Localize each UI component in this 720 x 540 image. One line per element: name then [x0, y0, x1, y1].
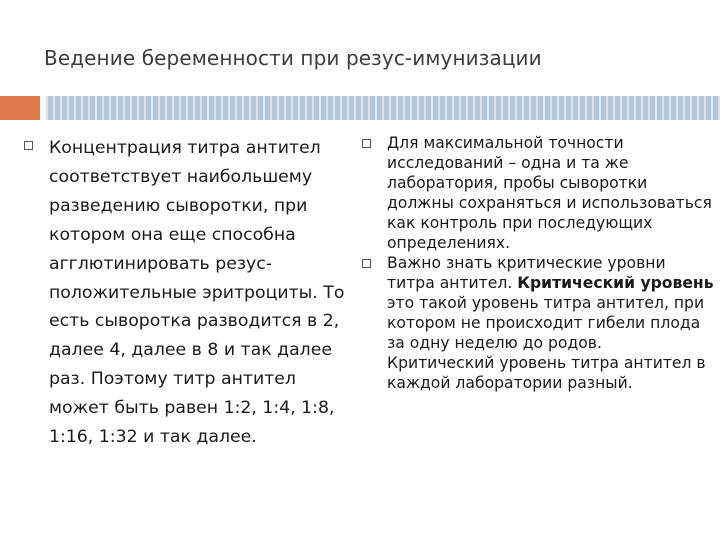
bullet-text-lead: Важно знать критические уровни титра антител.	[387, 254, 666, 293]
accent-bar	[0, 96, 40, 120]
bullet-text-tail: это такой уровень титра антител, при котором не происходит гибели плода за одну неделю до родов. Критический уровень титра антител в каждой лаборатории разный.	[387, 294, 706, 392]
emphasis-text: Критический уровень	[517, 274, 714, 293]
right-column	[362, 134, 714, 394]
bullet-item	[362, 134, 714, 253]
bullet-item	[24, 134, 352, 452]
bullet-text: Концентрация титра антител соответствует наибольшему разведению сыворотки, при котором она еще способна агглютинировать резус-положительные эритроциты. То есть сыворотка разводится в 2, далее 4, далее в 8 и так далее раз. Поэтому титр антител может быть равен 1:2, 1:4, 1:8, 1:16, 1:32 и так далее.	[49, 138, 345, 448]
left-column	[24, 134, 352, 452]
checkbox-bullet-icon	[362, 139, 371, 148]
checkbox-bullet-icon	[24, 141, 33, 150]
slide-title: Ведение беременности при резус-имунизации	[44, 46, 542, 70]
bullet-item	[362, 254, 714, 393]
checkbox-bullet-icon	[362, 259, 371, 268]
header-bar	[46, 96, 720, 120]
bullet-text: Для максимальной точности исследований – одна и та же лаборатория, пробы сыворотки должны сохраняться и использоваться как контроль при последующих определениях.	[387, 134, 712, 252]
bullet-text	[387, 254, 714, 393]
